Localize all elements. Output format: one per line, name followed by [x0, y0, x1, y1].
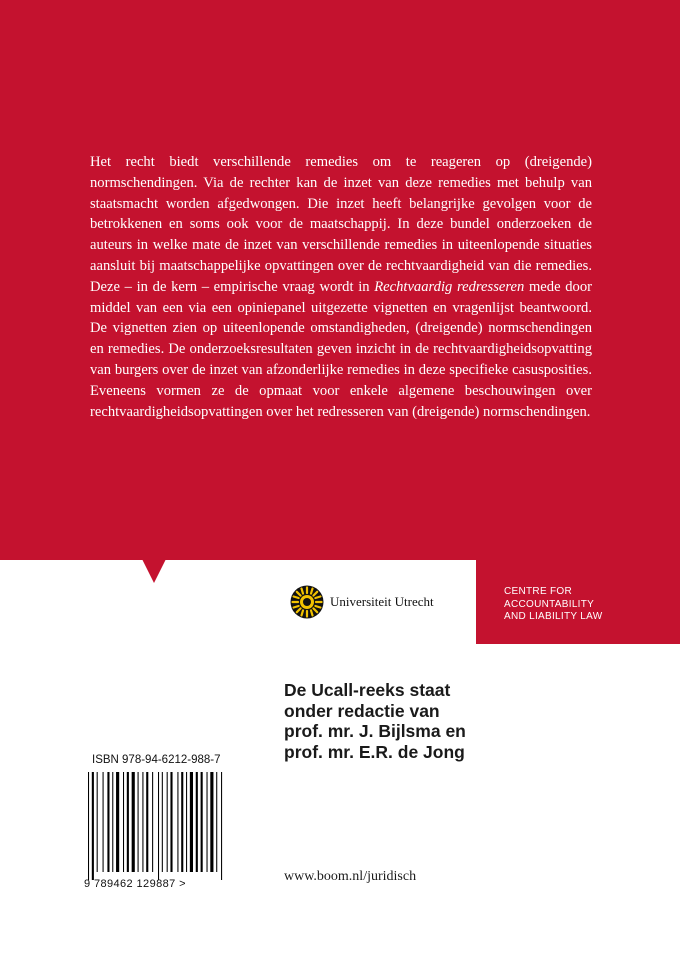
blurb-book-title: Rechtvaardig redresseren [374, 278, 525, 295]
centre-line-1: CENTRE FOR [504, 586, 572, 597]
barcode-digits: 9 789462 129887 > [84, 878, 186, 890]
series-editors-note [284, 680, 544, 762]
panel-notch-arrow [142, 559, 166, 583]
centre-name [504, 586, 674, 624]
blurb-text-part1: Het recht biedt verschillende remedies om te reageren op (dreigende) normschendingen. Via de rechter kan de inzet van deze remedies met behulp van staatsmacht worden afgedwongen. Die inzet heeft belangrijke gevolgen voor de betrokkenen en soms ook voor de maatschappij. In deze bundel onderzoeken de auteurs in welke mate de inzet van verschillende remedies in uiteenlopende situaties aansluit bij maatschappelijke opvattingen over de rechtvaardigheid van die remedies. Deze – in de kern – empirische vraag wordt in [90, 154, 592, 295]
series-note-line-4: prof. mr. E.R. de Jong [284, 741, 465, 762]
series-note-line-2: onder redactie van [284, 700, 440, 721]
centre-line-2: ACCOUNTABILITY [504, 598, 595, 610]
blurb-text-part2: mede door middel van een via een opiniepanel uitgezette vignetten en vragenlijst beantwoord. De vignetten zien op uiteenlopende omstandigheden, (dreigende) normschendingen en remedies. De onderzoeksresultaten geven inzicht in de rechtvaardigheidsopvatting van burgers over de inzet van afzonderlijke remedies in deze specifieke casusposities. Eveneens vormen ze de opmaat voor enkele algemene beschouwingen over rechtvaardigheidsopvattingen over het redresseren van (dreigende) normschendingen. [90, 278, 592, 420]
centre-line-3: AND LIABILITY LAW [504, 611, 603, 622]
university-name: Universiteit Utrecht [330, 594, 434, 609]
series-note-line-1: De Ucall-reeks staat [284, 680, 451, 700]
back-cover-blurb [90, 152, 592, 422]
isbn-label: ISBN 978-94-6212-988-7 [92, 754, 221, 766]
isbn-barcode [86, 772, 226, 882]
sun-emblem-icon [290, 585, 324, 619]
universiteit-utrecht-logo [290, 584, 460, 620]
publisher-website: www.boom.nl/juridisch [284, 869, 417, 884]
series-note-line-3: prof. mr. J. Bijlsma en [284, 721, 466, 742]
